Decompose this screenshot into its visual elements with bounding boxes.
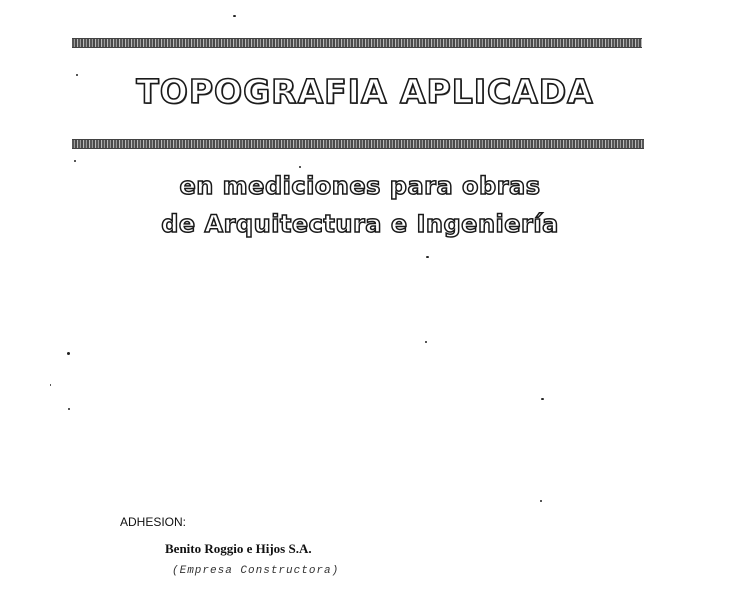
scan-speck [50,384,51,386]
subtitle-line-1: en mediciones para obras [179,172,541,200]
document-title: TOPOGRAFIA APLICADA [136,72,594,111]
scan-speck [426,256,429,258]
subtitle-line-2: de Arquitectura e Ingeniería [161,210,559,238]
top-divider-rule [72,38,642,48]
scan-speck [425,341,427,343]
scan-speck [233,15,236,17]
scan-speck [67,352,70,355]
scan-speck [74,160,76,162]
scan-speck [299,166,301,168]
scan-speck [68,408,70,410]
scan-speck [76,74,78,76]
scan-speck [540,500,542,502]
scan-speck [541,398,544,400]
bottom-divider-rule [72,139,644,149]
company-type: (Empresa Constructora) [172,565,340,577]
adhesion-label: ADHESION: [120,515,187,529]
company-name: Benito Roggio e Hijos S.A. [165,541,312,556]
